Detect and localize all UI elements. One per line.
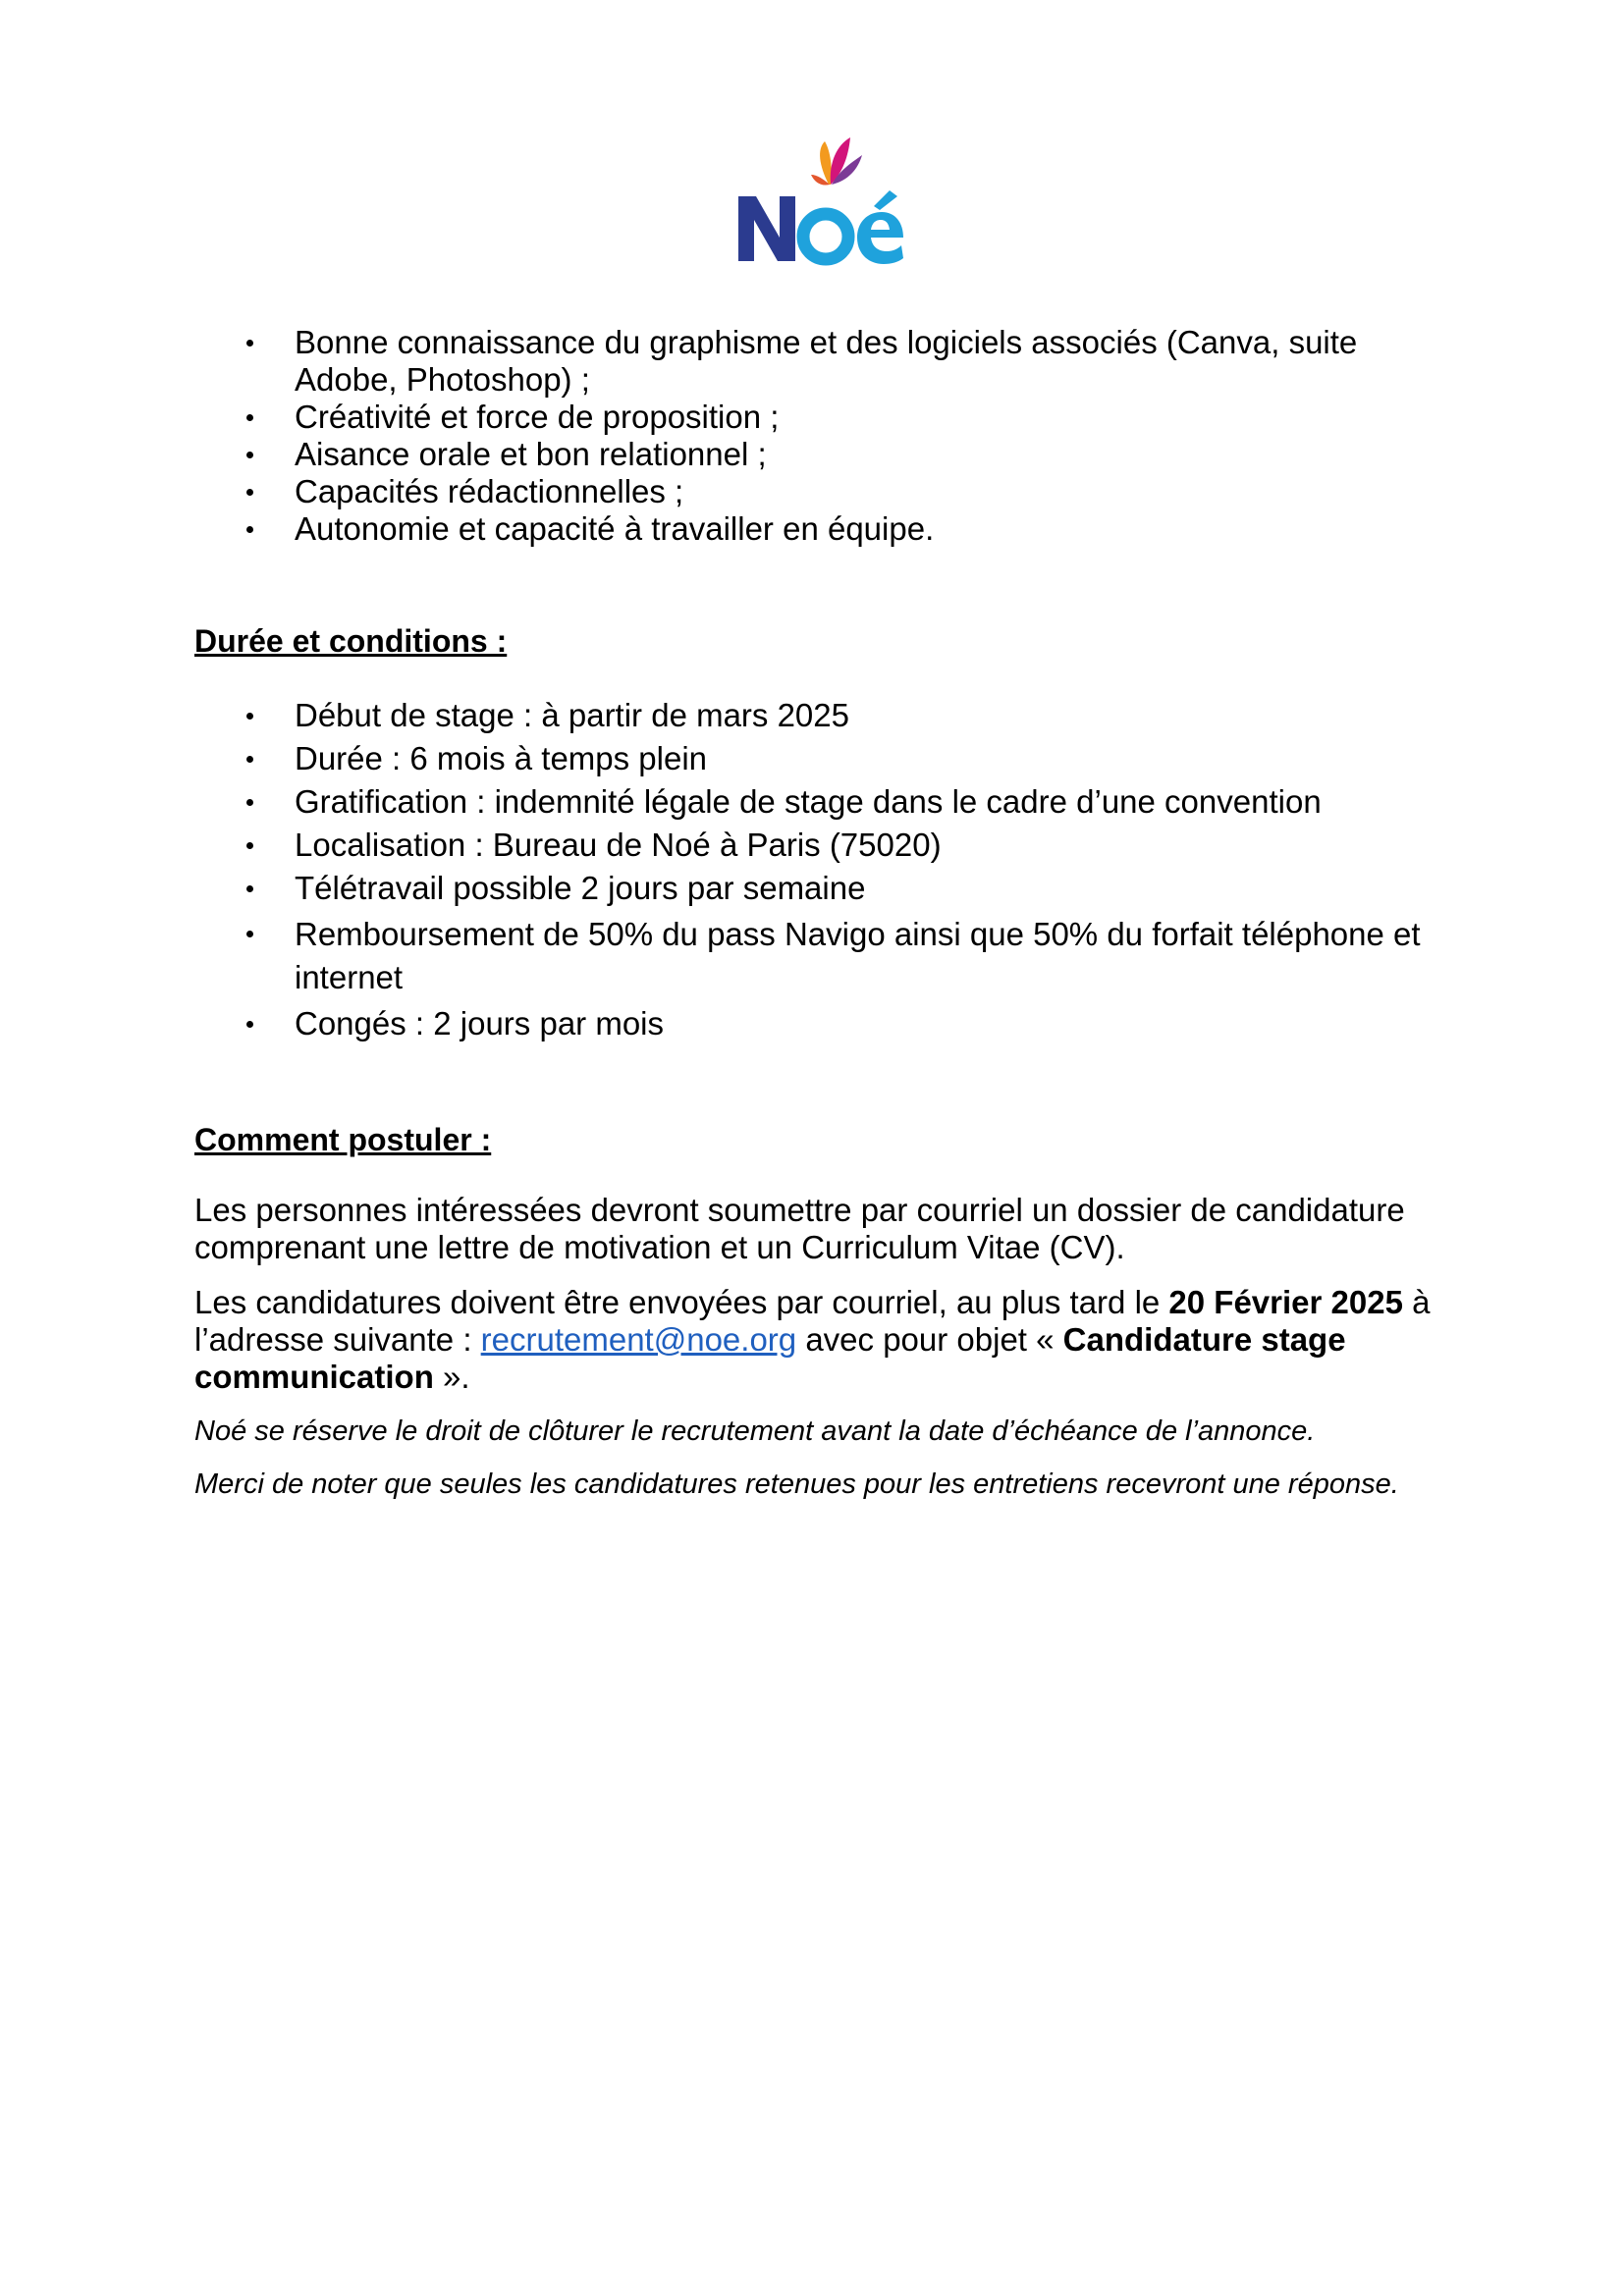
bullet-icon [246, 931, 253, 937]
list-item: Créativité et force de proposition ; [194, 399, 1461, 436]
bullet-icon [246, 799, 253, 806]
list-item: Aisance orale et bon relationnel ; [194, 436, 1461, 473]
apply-instructions: Les candidatures doivent être envoyées par courriel, au plus tard le 20 Février 2025 à l’adresse suivante : recrutement@noe.org avec pour objet « Candidature stage communication ». [194, 1284, 1431, 1395]
bullet-icon [246, 1021, 253, 1028]
bullet-icon [246, 756, 253, 763]
conditions-list [194, 697, 1461, 1042]
bullet-icon [246, 489, 253, 496]
apply-heading: Comment postuler : [194, 1122, 492, 1157]
list-item: Remboursement de 50% du pass Navigo ainsi que 50% du forfait téléphone et internet [194, 913, 1461, 999]
email-subject: Candidature stage communication [194, 1321, 1346, 1395]
skills-list [194, 324, 1461, 548]
butterfly-icon [811, 137, 862, 186]
deadline-date: 20 Février 2025 [1168, 1284, 1403, 1320]
list-item: Autonomie et capacité à travailler en équipe. [194, 510, 1461, 548]
note-response-policy: Merci de noter que seules les candidatures retenues pour les entretiens recevront une réponse. [194, 1468, 1399, 1500]
document-body [194, 324, 1461, 1502]
bullet-icon [246, 452, 253, 458]
bullet-icon [246, 885, 253, 892]
email-link[interactable]: recrutement@noe.org [480, 1321, 797, 1358]
bullet-icon [246, 842, 253, 849]
list-item: Bonne connaissance du graphisme et des logiciels associés (Canva, suite Adobe, Photoshop) ; [194, 324, 1461, 399]
noe-logo [734, 135, 907, 273]
list-item: Télétravail possible 2 jours par semaine [194, 870, 1461, 907]
bullet-icon [246, 526, 253, 533]
bullet-icon [246, 713, 253, 720]
note-closing-right: Noé se réserve le droit de clôturer le recrutement avant la date d’échéance de l’annonce. [194, 1415, 1316, 1447]
conditions-heading: Durée et conditions : [194, 623, 508, 659]
bullet-icon [246, 414, 253, 421]
list-item: Gratification : indemnité légale de stage dans le cadre d’une convention [194, 783, 1461, 821]
list-item: Durée : 6 mois à temps plein [194, 740, 1461, 777]
svg-text:Noé: Noé [734, 135, 736, 136]
list-item: Congés : 2 jours par mois [194, 1005, 1461, 1042]
apply-intro: Les personnes intéressées devront soumettre par courriel un dossier de candidature comprenant une lettre de motivation et un Curriculum Vitae (CV). [194, 1192, 1405, 1265]
list-item: Localisation : Bureau de Noé à Paris (75020) [194, 827, 1461, 864]
list-item: Capacités rédactionnelles ; [194, 473, 1461, 510]
bullet-icon [246, 340, 253, 347]
list-item: Début de stage : à partir de mars 2025 [194, 697, 1461, 734]
